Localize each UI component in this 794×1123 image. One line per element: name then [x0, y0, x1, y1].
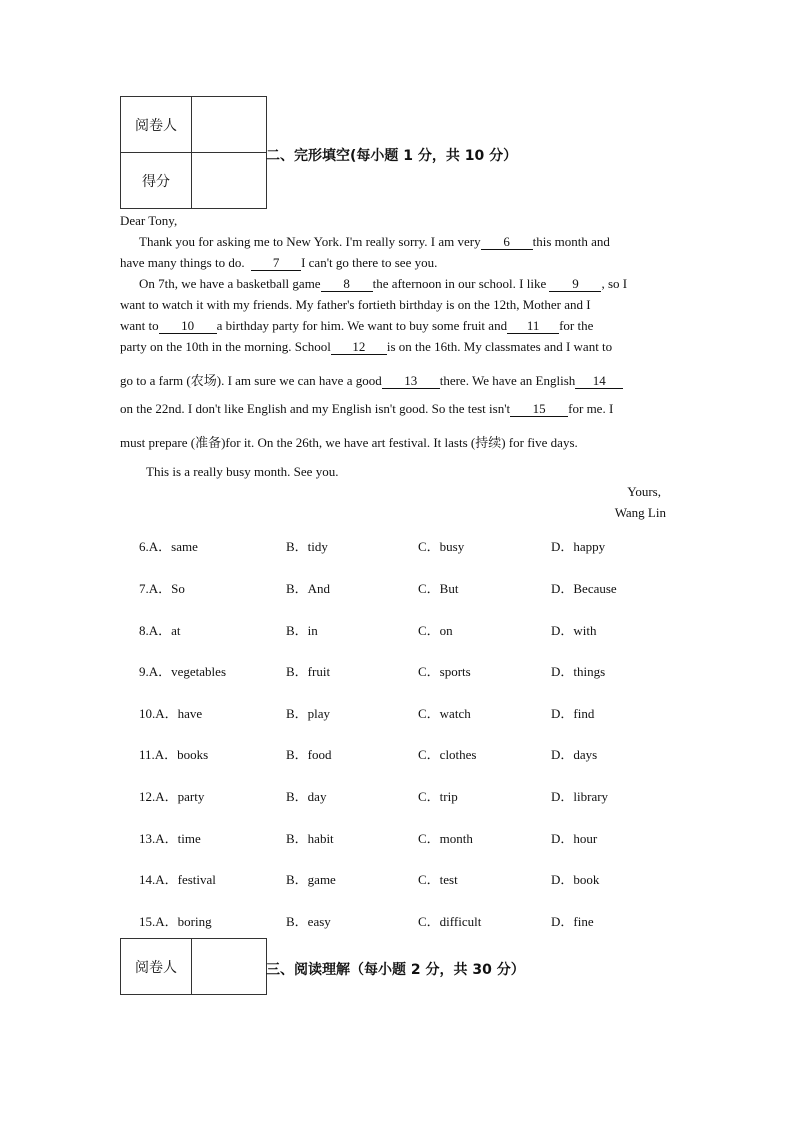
option-a[interactable]: 10.A．have: [139, 706, 203, 721]
option-c[interactable]: C．But: [418, 581, 459, 596]
letter-closing: Yours,: [627, 484, 661, 499]
option-b[interactable]: B．fruit: [286, 664, 331, 679]
section2-title: 二、完形填空(每小题 1 分，共 10 分）: [266, 148, 518, 164]
blank-15: 15: [510, 402, 568, 417]
blank-14: 14: [575, 374, 623, 389]
letter-line-4: want to watch it with my friends. My father's fortieth birthday is on the 12th, Mother and I: [120, 297, 591, 312]
option-c[interactable]: C．difficult: [418, 914, 482, 929]
grader-cell: [192, 939, 267, 995]
option-b[interactable]: B．tidy: [286, 539, 328, 554]
option-b[interactable]: B．play: [286, 706, 331, 721]
option-c[interactable]: C．busy: [418, 539, 465, 554]
option-a[interactable]: 15.A．boring: [139, 914, 212, 929]
option-a[interactable]: 9.A．vegetables: [139, 664, 227, 679]
letter-line-9: must prepare (准备)for it. On the 26th, we have art festival. It lasts (持续) for five days.: [120, 435, 578, 450]
option-d[interactable]: D．library: [551, 789, 609, 804]
grader-label: 阅卷人: [121, 97, 192, 153]
option-a[interactable]: 14.A．festival: [139, 872, 216, 887]
option-d[interactable]: D．with: [551, 623, 597, 638]
option-c[interactable]: C．clothes: [418, 747, 477, 762]
option-c[interactable]: C．trip: [418, 789, 458, 804]
option-b[interactable]: B．game: [286, 872, 336, 887]
letter-signature: Wang Lin: [614, 505, 666, 520]
option-c[interactable]: C．test: [418, 872, 458, 887]
blank-6: 6: [481, 235, 533, 250]
letter-line-6: party on the 10th in the morning. School 12 is on the 16th. My classmates and I want to: [120, 339, 613, 354]
option-a[interactable]: 13.A．time: [139, 831, 201, 846]
blank-11: 11: [507, 319, 559, 334]
option-c[interactable]: C．on: [418, 623, 453, 638]
grader-label: 阅卷人: [121, 939, 192, 995]
option-a[interactable]: 6.A．same: [139, 539, 198, 554]
letter-line-8: on the 22nd. I don't like English and my English isn't good. So the test isn't 15 for me. I: [120, 401, 614, 416]
letter-line-10: This is a really busy month. See you.: [146, 464, 339, 479]
option-d[interactable]: D．days: [551, 747, 598, 762]
option-a[interactable]: 12.A．party: [139, 789, 205, 804]
option-d[interactable]: D．Because: [551, 581, 617, 596]
letter-line-5: want to 10 a birthday party for him. We want to buy some fruit and 11 for the: [120, 318, 594, 333]
section3-title: 三、阅读理解（每小题 2 分，共 30 分）: [266, 962, 525, 978]
letter-line-2: have many things to do. 7 I can't go there to see you.: [120, 255, 438, 270]
option-d[interactable]: D．hour: [551, 831, 598, 846]
option-d[interactable]: D．happy: [551, 539, 606, 554]
letter-greeting: Dear Tony,: [120, 213, 178, 228]
option-c[interactable]: C．month: [418, 831, 473, 846]
option-d[interactable]: D．find: [551, 706, 595, 721]
blank-10: 10: [159, 319, 217, 334]
option-d[interactable]: D．fine: [551, 914, 594, 929]
option-b[interactable]: B．in: [286, 623, 318, 638]
grader-cell: [192, 97, 267, 153]
option-b[interactable]: B．easy: [286, 914, 331, 929]
letter-line-7: go to a farm (农场). I am sure we can have a good 13 there. We have an English 14: [120, 370, 623, 389]
blank-13: 13: [382, 374, 440, 389]
blank-8: 8: [321, 277, 373, 292]
option-c[interactable]: C．sports: [418, 664, 471, 679]
blank-7: 7: [251, 256, 301, 271]
option-c[interactable]: C．watch: [418, 706, 471, 721]
score-box-2: [120, 938, 267, 995]
option-b[interactable]: B．And: [286, 581, 331, 596]
blank-12: 12: [331, 340, 387, 355]
option-b[interactable]: B．habit: [286, 831, 334, 846]
option-b[interactable]: B．day: [286, 789, 327, 804]
option-d[interactable]: D．book: [551, 872, 600, 887]
score-cell: [192, 153, 267, 209]
blank-9: 9: [549, 277, 601, 292]
option-a[interactable]: 7.A．So: [139, 581, 185, 596]
option-a[interactable]: 8.A．at: [139, 623, 181, 638]
option-d[interactable]: D．things: [551, 664, 606, 679]
option-b[interactable]: B．food: [286, 747, 332, 762]
score-label: 得分: [121, 153, 192, 209]
letter-line-3: On 7th, we have a basketball game 8 the afternoon in our school. I like 9 , so I: [139, 276, 628, 291]
score-box-1: [120, 96, 267, 209]
letter-line-1: Thank you for asking me to New York. I'm really sorry. I am very 6 this month and: [139, 234, 610, 249]
option-a[interactable]: 11.A．books: [139, 747, 209, 762]
